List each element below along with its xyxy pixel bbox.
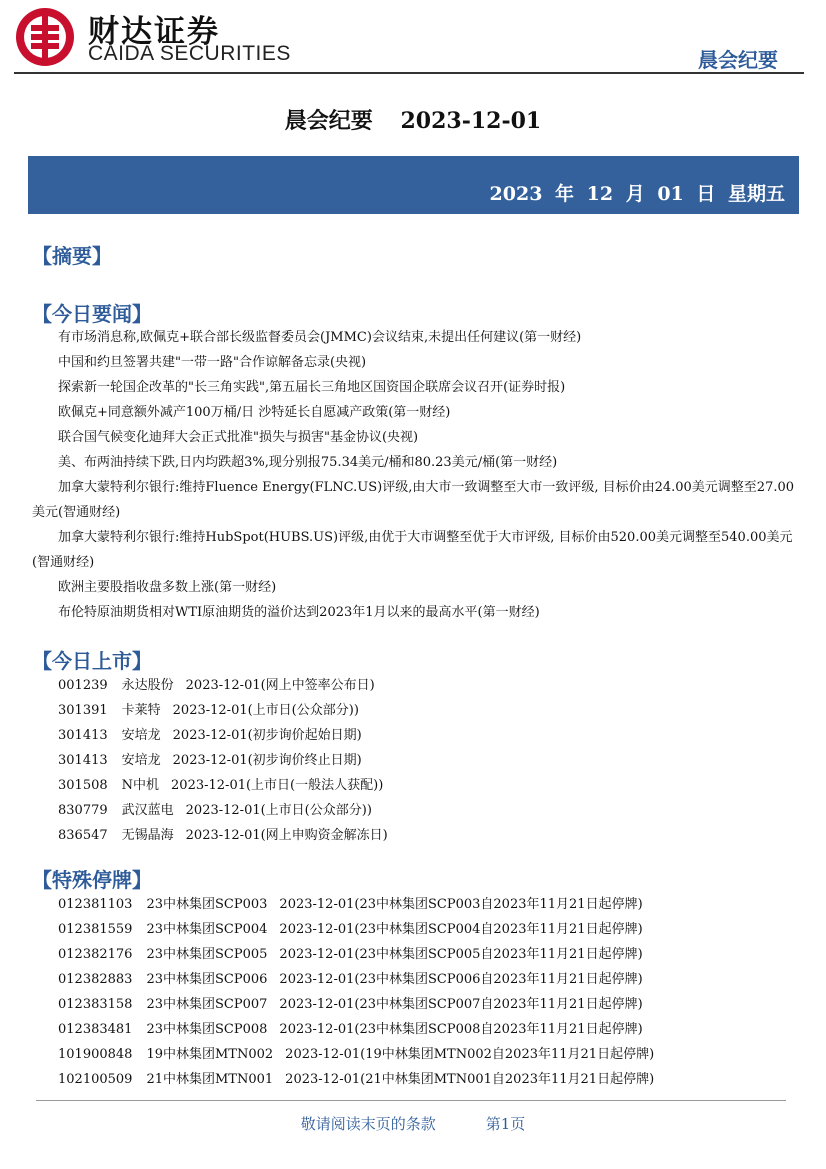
suspension-row (58, 917, 798, 942)
footer-divider (36, 1100, 786, 1101)
date-band (28, 156, 799, 214)
listing-detail: 2023-12-01(上市日(公众部分)) (185, 803, 372, 818)
listing-code: 001239 (58, 678, 108, 693)
listing-name: 武汉蓝电 (121, 803, 174, 818)
suspension-name: 23中林集团SCP004 (146, 922, 268, 937)
suspension-detail: 2023-12-01(23中林集团SCP007自2023年11月21日起停牌) (279, 997, 643, 1012)
suspension-detail: 2023-12-01(23中林集团SCP005自2023年11月21日起停牌) (279, 947, 643, 962)
listing-name: 永达股份 (121, 678, 174, 693)
date-band-text: 2023 年 12 月 01 日 星期五 (489, 183, 785, 205)
suspension-detail: 2023-12-01(23中林集团SCP004自2023年11月21日起停牌) (279, 922, 643, 937)
news-item: 布伦特原油期货相对WTI原油期货的溢价达到2023年1月以来的最高水平(第一财经) (58, 605, 540, 620)
listing-detail: 2023-12-01(初步询价终止日期) (172, 753, 362, 768)
header-section-label: 晨会纪要 (698, 48, 778, 72)
suspension-name: 23中林集团SCP006 (146, 972, 268, 987)
listing-code: 830779 (58, 803, 108, 818)
suspension-code: 012382883 (58, 972, 133, 987)
suspension-code: 012383158 (58, 997, 133, 1012)
listing-row (58, 823, 798, 848)
suspension-row (58, 967, 798, 992)
suspension-code: 101900848 (58, 1047, 133, 1062)
suspension-detail: 2023-12-01(23中林集团SCP008自2023年11月21日起停牌) (279, 1022, 643, 1037)
news-item: 有市场消息称,欧佩克+联合部长级监督委员会(JMMC)会议结束,未提出任何建议(第一财经) (58, 330, 582, 345)
news-item: 探索新一轮国企改革的"长三角实践",第五届长三角地区国资国企联席会议召开(证券时报) (58, 380, 566, 395)
listing-row (58, 723, 798, 748)
listing-name: 卡莱特 (121, 703, 161, 718)
section-news-heading: 【今日要闻】 (32, 302, 152, 326)
news-list (32, 325, 800, 625)
suspension-code: 012381103 (58, 897, 133, 912)
suspension-code: 102100509 (58, 1072, 133, 1087)
section-listing-heading: 【今日上市】 (32, 649, 152, 673)
listing-code: 301508 (58, 778, 108, 793)
suspension-code: 012383481 (58, 1022, 133, 1037)
suspension-row (58, 1067, 798, 1092)
listing-code: 301413 (58, 728, 108, 743)
news-item: 欧佩克+同意额外减产100万桶/日 沙特延长自愿减产政策(第一财经) (58, 405, 451, 420)
listing-row (58, 698, 798, 723)
news-item: 中国和约旦签署共建"一带一路"合作谅解备忘录(央视) (58, 355, 367, 370)
listing-code: 301391 (58, 703, 108, 718)
doc-title-date: 2023-12-01 (400, 108, 542, 134)
suspension-row (58, 942, 798, 967)
listing-name: 无锡晶海 (121, 828, 174, 843)
listing-row (58, 673, 798, 698)
suspension-code: 012382176 (58, 947, 133, 962)
news-item: 联合国气候变化迪拜大会正式批准"损失与损害"基金协议(央视) (58, 430, 419, 445)
suspension-row (58, 1042, 798, 1067)
footer-page-number: 第1页 (485, 1115, 526, 1133)
news-item: 欧洲主要股指收盘多数上涨(第一财经) (58, 580, 277, 595)
suspension-code: 012381559 (58, 922, 133, 937)
caida-logo-icon (14, 6, 76, 68)
listing-code: 301413 (58, 753, 108, 768)
suspension-name: 23中林集团SCP005 (146, 947, 268, 962)
suspension-detail: 2023-12-01(23中林集团SCP006自2023年11月21日起停牌) (279, 972, 643, 987)
suspension-row (58, 1017, 798, 1042)
news-item: 加拿大蒙特利尔银行:维持Fluence Energy(FLNC.US)评级,由大市一致调整至大市一致评级, 目标价由24.00美元调整至27.00美元(智通财经) (32, 480, 795, 520)
listing-name: 安培龙 (121, 753, 161, 768)
listing-name: N中机 (121, 778, 160, 793)
listing-detail: 2023-12-01(上市日(公众部分)) (172, 703, 359, 718)
suspension-name: 23中林集团SCP007 (146, 997, 268, 1012)
listing-code: 836547 (58, 828, 108, 843)
listing-row (58, 798, 798, 823)
listing-list (58, 673, 798, 848)
brand-name-en: CAIDA SECURITIES (88, 42, 291, 65)
page-header (0, 0, 826, 78)
suspension-detail: 2023-12-01(21中林集团MTN001自2023年11月21日起停牌) (285, 1072, 655, 1087)
doc-title-label: 晨会纪要 (284, 108, 373, 134)
suspension-name: 19中林集团MTN002 (146, 1047, 274, 1062)
listing-detail: 2023-12-01(初步询价起始日期) (172, 728, 362, 743)
news-item: 加拿大蒙特利尔银行:维持HubSpot(HUBS.US)评级,由优于大市调整至优于大市评级, 目标价由520.00美元调整至540.00美元(智通财经) (32, 530, 793, 570)
suspension-detail: 2023-12-01(23中林集团SCP003自2023年11月21日起停牌) (279, 897, 643, 912)
listing-name: 安培龙 (121, 728, 161, 743)
news-item: 美、布两油持续下跌,日内均跌超3%,现分别报75.34美元/桶和80.23美元/桶(第一财经) (58, 455, 558, 470)
suspension-row (58, 892, 798, 917)
listing-detail: 2023-12-01(网上中签率公布日) (185, 678, 375, 693)
suspension-name: 21中林集团MTN001 (146, 1072, 274, 1087)
suspension-list (58, 892, 798, 1092)
brand-name-cn: 财达证券 (88, 14, 220, 50)
suspension-detail: 2023-12-01(19中林集团MTN002自2023年11月21日起停牌) (285, 1047, 655, 1062)
listing-row (58, 773, 798, 798)
listing-row (58, 748, 798, 773)
doc-title (0, 104, 826, 135)
suspension-name: 23中林集团SCP003 (146, 897, 268, 912)
footer-notice: 敬请阅读末页的条款 (300, 1115, 436, 1133)
listing-detail: 2023-12-01(上市日(一般法人获配)) (171, 778, 384, 793)
header-divider (14, 72, 804, 74)
page-footer (0, 1113, 826, 1134)
listing-detail: 2023-12-01(网上申购资金解冻日) (185, 828, 388, 843)
section-summary-heading: 【摘要】 (32, 244, 112, 268)
suspension-row (58, 992, 798, 1017)
suspension-name: 23中林集团SCP008 (146, 1022, 268, 1037)
section-suspension-heading: 【特殊停牌】 (32, 868, 152, 892)
